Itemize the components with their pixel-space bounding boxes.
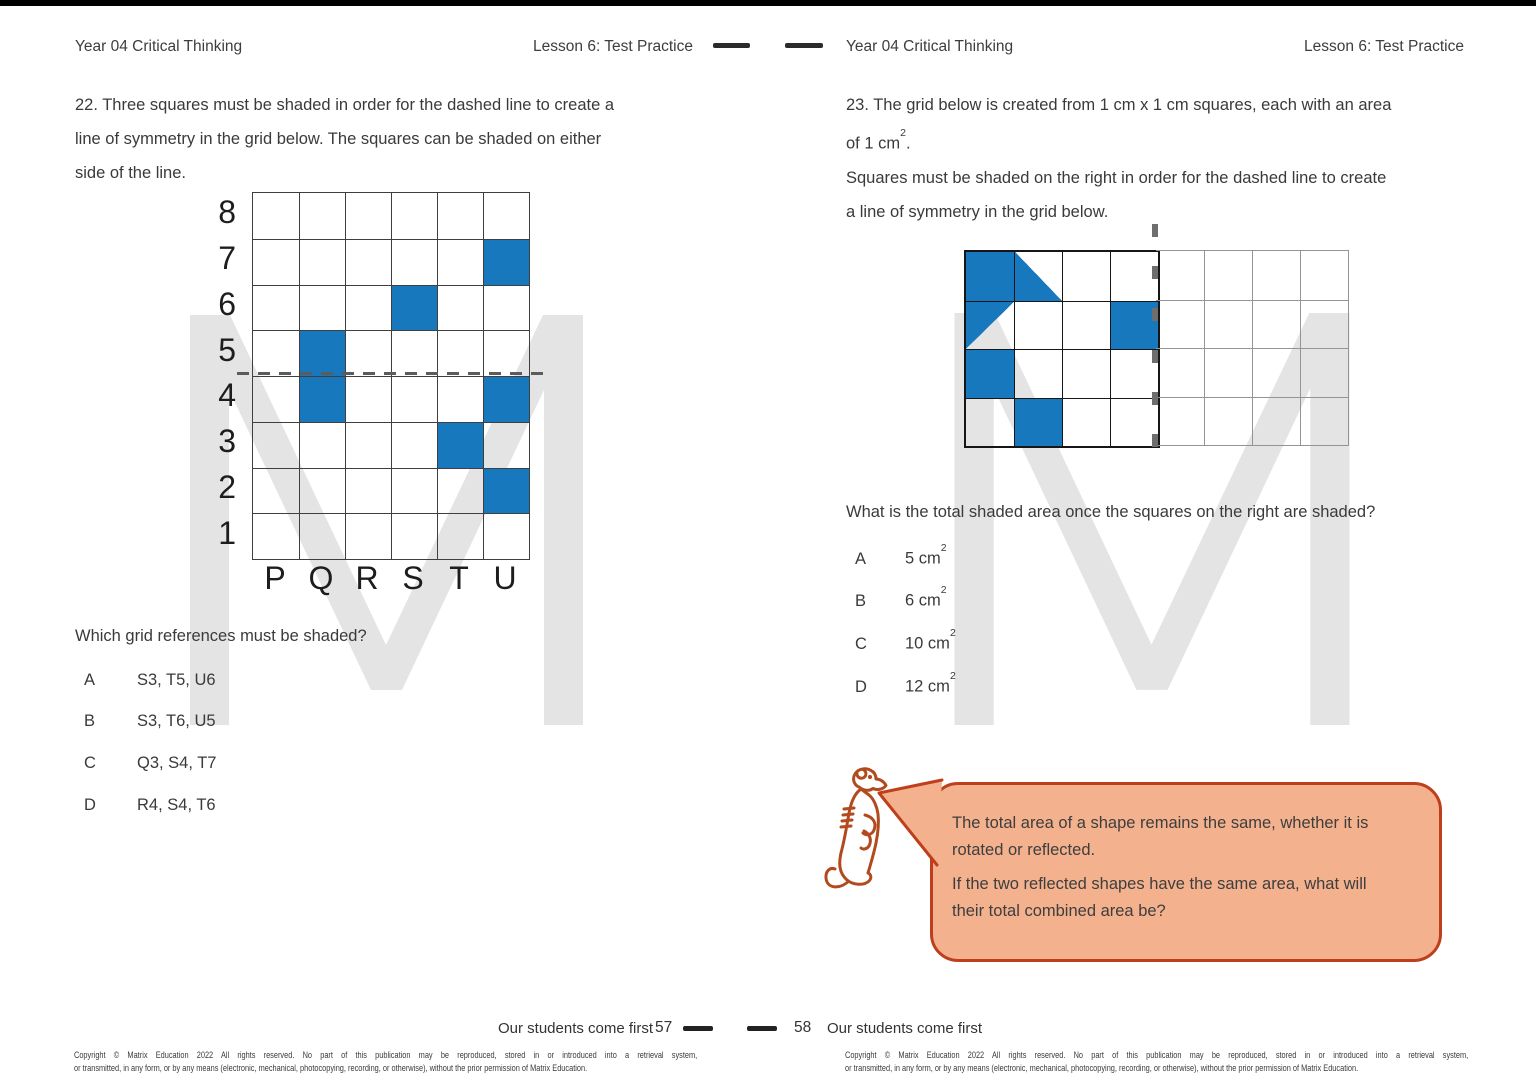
copyright-line: Copyright © Matrix Education 2022 All rights reserved. No part of this publication may be reproduced, stored in or introduced into a retrieval system, xyxy=(845,1050,1469,1060)
grid-cell-r3c7 xyxy=(1252,348,1300,397)
question-23-line: of 1 $cm^2$. xyxy=(846,127,911,153)
grid-cell-R7 xyxy=(345,239,391,285)
binding-dash-top-1 xyxy=(713,43,750,48)
option-23-b xyxy=(855,584,947,611)
page-header-left xyxy=(75,38,693,56)
option-letter: B xyxy=(84,712,96,730)
header-course: Year 04 Critical Thinking xyxy=(846,38,1014,55)
question-23-text xyxy=(846,88,1391,229)
grid-cell-T5 xyxy=(437,330,483,376)
grid-cell-r4c7 xyxy=(1252,397,1300,446)
grid-cell-r1c6 xyxy=(1204,251,1252,300)
grid-cell-r4c3 xyxy=(1062,398,1110,447)
grid-cell-r4c8 xyxy=(1300,397,1348,446)
hint-text xyxy=(952,810,1430,925)
grid-cell-S4 xyxy=(391,376,437,422)
column-label-Q: Q xyxy=(308,560,334,596)
grid-cell-Q2 xyxy=(299,468,345,514)
option-letter: D xyxy=(84,796,96,814)
question-23-line: a line of symmetry in the grid below. xyxy=(846,202,1109,221)
column-label-U: U xyxy=(493,560,517,596)
grid-cell-r4c5 xyxy=(1156,397,1204,446)
option-22-d xyxy=(84,796,216,815)
grid-cell-Q5 xyxy=(299,330,345,376)
grid-cell-r2c5 xyxy=(1156,300,1204,349)
header-course: Year 04 Critical Thinking xyxy=(75,38,243,55)
grid-cell-P3 xyxy=(253,422,299,468)
grid-cell-r1c7 xyxy=(1252,251,1300,300)
grid-cell-r4c1 xyxy=(966,398,1014,447)
hint-paragraph-2: If the two reflected shapes have the same area, what will their total combined area be? xyxy=(952,875,1367,920)
grid-cell-r2c6 xyxy=(1204,300,1252,349)
copyright-left xyxy=(74,1049,698,1075)
grid-cell-R6 xyxy=(345,285,391,331)
binding-dash-top-2 xyxy=(785,43,823,48)
grid-cell-R8 xyxy=(345,193,391,239)
grid-23-symmetry-dashed-line xyxy=(1152,224,1158,470)
grid-cell-T6 xyxy=(437,285,483,331)
question-22-prompt: Which grid references must be shaded? xyxy=(75,627,367,645)
speech-bubble-tail xyxy=(872,772,952,872)
footer-motto-right: Our students come first xyxy=(827,1020,983,1037)
superscript-2: 2 xyxy=(949,670,956,682)
option-letter: C xyxy=(855,634,867,653)
row-label-6: 6 xyxy=(218,285,236,322)
grid-cell-r1c8 xyxy=(1300,251,1348,300)
row-label-4: 4 xyxy=(218,377,236,414)
grid-22-column-labels xyxy=(252,560,528,597)
superscript-2: 2 xyxy=(940,542,947,554)
grid-cell-r3c2 xyxy=(1014,349,1062,398)
binding-dash-bottom-2 xyxy=(747,1026,777,1031)
option-23-c xyxy=(855,627,956,654)
footer-motto-left: Our students come first xyxy=(498,1020,654,1037)
grid-cell-Q4 xyxy=(299,376,345,422)
grid-22-symmetry-dashed-line xyxy=(237,372,543,375)
question-23-line: 23. The grid below is created from 1 cm x 1 cm squares, each with an area xyxy=(846,96,1392,114)
grid-cell-U4 xyxy=(483,376,529,422)
grid-cell-r3c5 xyxy=(1156,348,1204,397)
grid-cell-r3c6 xyxy=(1204,348,1252,397)
option-value: R4, S4, T6 xyxy=(137,796,216,814)
question-23-line: Squares must be shaded on the right in order for the dashed line to create xyxy=(846,168,1387,187)
grid-cell-R3 xyxy=(345,422,391,468)
grid-cell-r2c8 xyxy=(1300,300,1348,349)
grid-cell-r1c5 xyxy=(1156,251,1204,300)
grid-cell-P8 xyxy=(253,193,299,239)
option-value: 12 cm xyxy=(905,677,950,696)
copyright-line: or transmitted, in any form, or by any means (electronic, mechanical, photocopying, recording, or otherwise), without the prior permission of Matrix Education. xyxy=(845,1063,1359,1073)
row-label-1: 1 xyxy=(218,514,236,551)
option-23-d xyxy=(855,670,956,697)
superscript-2: 2 xyxy=(949,627,956,639)
page-number-58: 58 xyxy=(794,1019,812,1036)
question-22-line: side of the line. xyxy=(75,164,186,182)
grid-cell-r1c3 xyxy=(1062,252,1110,301)
grid-cell-U3 xyxy=(483,422,529,468)
grid-cell-r1c4 xyxy=(1110,252,1158,301)
grid-cell-r3c4 xyxy=(1110,349,1158,398)
grid-cell-P4 xyxy=(253,376,299,422)
grid-cell-R4 xyxy=(345,376,391,422)
grid-cell-r4c2 xyxy=(1014,398,1062,447)
grid-cell-r2c7 xyxy=(1252,300,1300,349)
question-22-text xyxy=(75,88,614,190)
option-value: Q3, S4, T7 xyxy=(137,754,217,772)
grid-cell-S1 xyxy=(391,513,437,559)
binding-dash-bottom-1 xyxy=(683,1026,713,1031)
grid-cell-T1 xyxy=(437,513,483,559)
question-23-prompt: What is the total shaded area once the squares on the right are shaded? xyxy=(846,503,1376,521)
grid-cell-Q8 xyxy=(299,193,345,239)
header-lesson: Lesson 6: Test Practice xyxy=(1304,38,1464,55)
option-letter: A xyxy=(855,549,867,568)
page-header-right xyxy=(846,38,1464,56)
grid-cell-P2 xyxy=(253,468,299,514)
grid-cell-r2c4 xyxy=(1110,301,1158,350)
superscript-2: 2 xyxy=(900,127,906,139)
grid-cell-S5 xyxy=(391,330,437,376)
grid-cell-P7 xyxy=(253,239,299,285)
option-22-b xyxy=(84,712,216,731)
copyright-right xyxy=(845,1049,1469,1075)
grid-cell-U1 xyxy=(483,513,529,559)
option-value: 10 cm xyxy=(905,634,950,653)
superscript-2: 2 xyxy=(940,584,947,596)
hint-paragraph-1: The total area of a shape remains the same, whether it is rotated or reflected. xyxy=(952,814,1369,859)
option-value: 6 cm xyxy=(905,591,941,610)
grid-cell-r3c8 xyxy=(1300,348,1348,397)
option-22-a xyxy=(84,671,216,690)
grid-cell-P5 xyxy=(253,330,299,376)
grid-22 xyxy=(252,192,530,560)
grid-cell-Q1 xyxy=(299,513,345,559)
grid-cell-U5 xyxy=(483,330,529,376)
grid-cell-T4 xyxy=(437,376,483,422)
column-label-T: T xyxy=(449,560,469,596)
grid-cell-r2c2 xyxy=(1014,301,1062,350)
question-22-line: line of symmetry in the grid below. The squares can be shaded on either xyxy=(75,130,602,148)
grid-cell-Q7 xyxy=(299,239,345,285)
row-label-5: 5 xyxy=(218,331,236,368)
grid-cell-U6 xyxy=(483,285,529,331)
grid-cell-U7 xyxy=(483,239,529,285)
row-label-3: 3 xyxy=(218,423,236,460)
row-label-7: 7 xyxy=(218,240,236,277)
option-letter: D xyxy=(855,677,867,696)
grid-cell-T2 xyxy=(437,468,483,514)
grid-cell-r4c6 xyxy=(1204,397,1252,446)
header-lesson: Lesson 6: Test Practice xyxy=(533,38,693,55)
grid-cell-R2 xyxy=(345,468,391,514)
grid-cell-r2c1 xyxy=(966,301,1014,350)
row-label-2: 2 xyxy=(218,468,236,505)
grid-cell-r4c4 xyxy=(1110,398,1158,447)
grid-cell-Q6 xyxy=(299,285,345,331)
option-22-c xyxy=(84,754,217,773)
grid-cell-T7 xyxy=(437,239,483,285)
grid-cell-S7 xyxy=(391,239,437,285)
grid-cell-U8 xyxy=(483,193,529,239)
grid-cell-T3 xyxy=(437,422,483,468)
grid-cell-r1c1 xyxy=(966,252,1014,301)
grid-cell-P1 xyxy=(253,513,299,559)
option-value: S3, T5, U6 xyxy=(137,671,216,689)
grid-22-row-labels xyxy=(178,192,236,558)
option-letter: B xyxy=(855,591,867,610)
grid-cell-r2c3 xyxy=(1062,301,1110,350)
grid-cell-U2 xyxy=(483,468,529,514)
grid-cell-R5 xyxy=(345,330,391,376)
option-value: S3, T6, U5 xyxy=(137,712,216,730)
column-label-R: R xyxy=(355,560,379,596)
grid-cell-Q3 xyxy=(299,422,345,468)
option-letter: C xyxy=(84,754,96,772)
option-value: 5 cm xyxy=(905,549,941,568)
grid-cell-S6 xyxy=(391,285,437,331)
grid-cell-R1 xyxy=(345,513,391,559)
grid-23-left-bold-half xyxy=(964,250,1160,448)
grid-23-right-light-half xyxy=(1156,250,1349,446)
grid-cell-P6 xyxy=(253,285,299,331)
column-label-S: S xyxy=(402,560,424,596)
grid-cell-S2 xyxy=(391,468,437,514)
question-22-line: 22. Three squares must be shaded in order for the dashed line to create a xyxy=(75,96,615,114)
copyright-line: Copyright © Matrix Education 2022 All rights reserved. No part of this publication may be reproduced, stored in or introduced into a retrieval system, xyxy=(74,1050,698,1060)
grid-cell-T8 xyxy=(437,193,483,239)
option-letter: A xyxy=(84,671,96,689)
grid-cell-S8 xyxy=(391,193,437,239)
top-black-bar xyxy=(0,0,1536,6)
grid-cell-S3 xyxy=(391,422,437,468)
option-23-a xyxy=(855,542,947,569)
page-number-57: 57 xyxy=(655,1019,673,1036)
grid-cell-r3c3 xyxy=(1062,349,1110,398)
grid-cell-r1c2 xyxy=(1014,252,1062,301)
row-label-8: 8 xyxy=(218,194,236,231)
copyright-line: or transmitted, in any form, or by any means (electronic, mechanical, photocopying, recording, or otherwise), without the prior permission of Matrix Education. xyxy=(74,1063,588,1073)
column-label-P: P xyxy=(264,560,286,596)
grid-cell-r3c1 xyxy=(966,349,1014,398)
